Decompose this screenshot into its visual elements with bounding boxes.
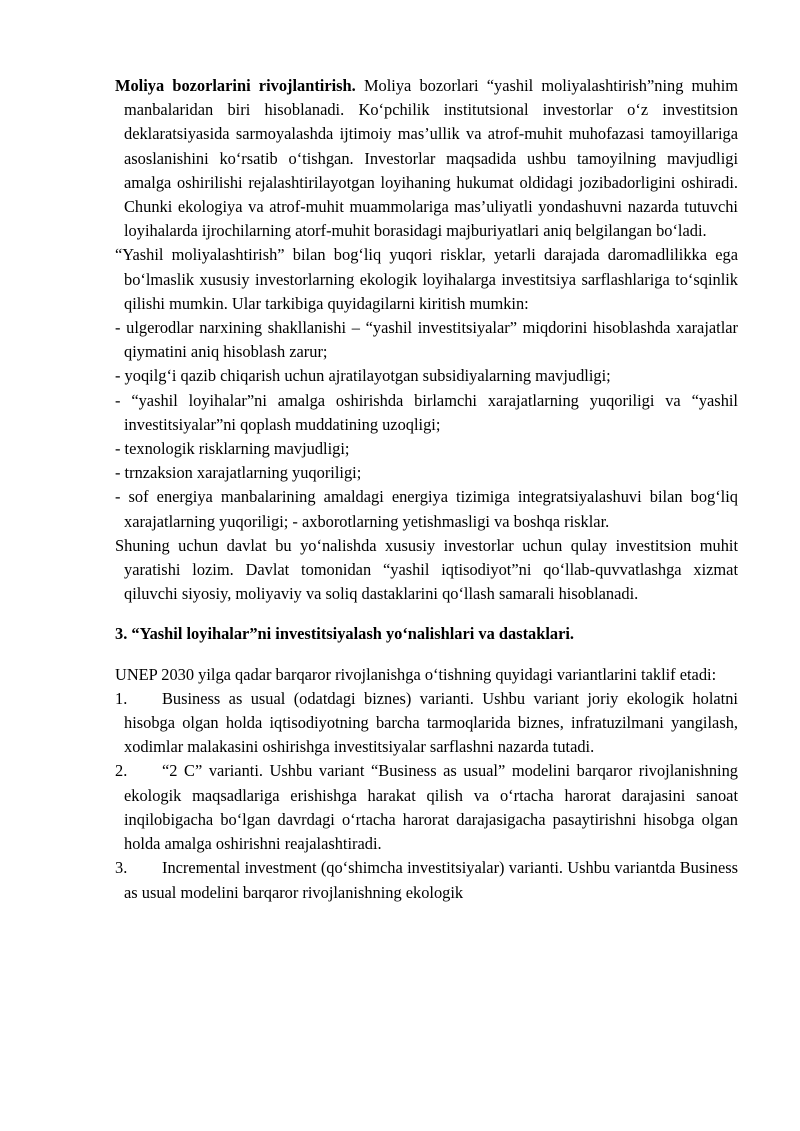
risk-item: - texnologik risklarning mavjudligi;: [115, 439, 350, 459]
section-heading: 3. “Yashil loyihalar”ni investitsiyalash yo‘nalishlari va dastaklari.: [115, 624, 575, 644]
variant-number: 3.: [115, 858, 128, 878]
risk-item: - yoqilg‘i qazib chiqarish uchun ajratilayotgan subsidiyalarning mavjudligi;: [115, 366, 611, 386]
variant-item: [115, 759, 738, 856]
paragraph-title: Moliya bozorlarini rivojlantirish.: [115, 76, 356, 95]
risk-item: - sof energiya manbalarining amaldagi energiya tizimiga integratsiyalashuvi bilan bog‘liq xarajatlarning yuqoriligi; - axborotlarning yetishmasligi va boshqa risklar.: [115, 487, 738, 531]
variant-item: [115, 687, 738, 760]
variant-text: Incremental investment (qo‘shimcha investitsiyalar) varianti. Ushbu variantda Business as usual modelini barqaror rivojlanishning ekologik: [124, 858, 738, 902]
variant-text: “2 C” varianti. Ushbu variant “Business as usual” modelini barqaror rivojlanishning ekologik maqsadlariga erishishga harakat qilish va o‘rtacha harorat darajasini sanoat inqilobigacha bo‘lgan davrdagi o‘rtacha harorat darajasigacha pasaytirishni hisobga olgan holda amalga oshirishni reajalashtiradi.: [124, 761, 738, 854]
paragraph-unep-intro: UNEP 2030 yilga qadar barqaror rivojlanishga o‘tishning quyidagi variantlarini taklif etadi:: [115, 664, 717, 684]
variant-text: Business as usual (odatdagi biznes) varianti. Ushbu variant joriy ekologik holatni hisobga olgan holda iqtisodiyotning barcha tarmoqlarida biznes, infratuzilmani yangilash, xodimlar malakasini oshirishga investitsiyalar sarflashni nazarda tutadi.: [124, 688, 738, 757]
paragraph-text: Moliya bozorlari “yashil moliyalashtirish”ning muhim manbalaridan biri hisoblanadi. Ko‘pchilik institutsional investorlar o‘z investitsion deklaratsiyasida sarmoyalashda ijtimoiy mas’ullik va atrof-muhit muhofazasi tamoyillariga asoslanishini ko‘rsatib o‘tishgan. Investorlar maqsadida ushbu tamoyilning mavjudligi amalga oshirilishi rejalashtirilayotgan loyihaning hukumat oldidagi jozibadorligini oshiradi. Chunki ekologiya va atrof-muhit muammolariga mas’uliyatli yondashuvni nazarda tutuvchi loyihalarda ijrochilarning atorf-muhit borasidagi majburiyatlari aniq belgilangan bo‘ladi.: [124, 76, 739, 241]
risk-item: - “yashil loyihalar”ni amalga oshirishda birlamchi xarajatlarning yuqoriligi va “yashil investitsiyalar”ni qoplash muddatining uzoqligi;: [115, 390, 738, 434]
variant-number: 1.: [115, 688, 128, 708]
document-body: [115, 74, 738, 905]
variant-number: 2.: [115, 761, 128, 781]
risk-item: - trnzaksion xarajatlarning yuqoriligi;: [115, 463, 362, 483]
paragraph-risks-intro: “Yashil moliyalashtirish” bilan bog‘liq yuqori risklar, yetarli darajada daromadlilikka ega bo‘lmaslik xususiy investorlarning ekologik loyihalarga investitsiya sarflashlariga to‘sqinlik qilishi mumkin. Ular tarkibiga quyidagilarni kiritish mumkin:: [115, 245, 738, 313]
paragraph-conclusion: Shuning uchun davlat bu yo‘nalishda xususiy investorlar uchun qulay investitsion muhit yaratishi lozim. Davlat tomonidan “yashil iqtisodiyot”ni qo‘llab-quvvatlashga xizmat qiluvchi siyosiy, moliyaviy va soliq dastaklarini qo‘llash samarali hisoblanadi.: [115, 535, 738, 604]
variant-item: [115, 856, 738, 904]
paragraph-financial-markets: [115, 74, 738, 243]
risk-item: - ulgerodlar narxining shakllanishi – “yashil investitsiyalar” miqdorini hisoblashda xarajatlar qiymatini aniq hisoblash zarur;: [115, 318, 738, 362]
